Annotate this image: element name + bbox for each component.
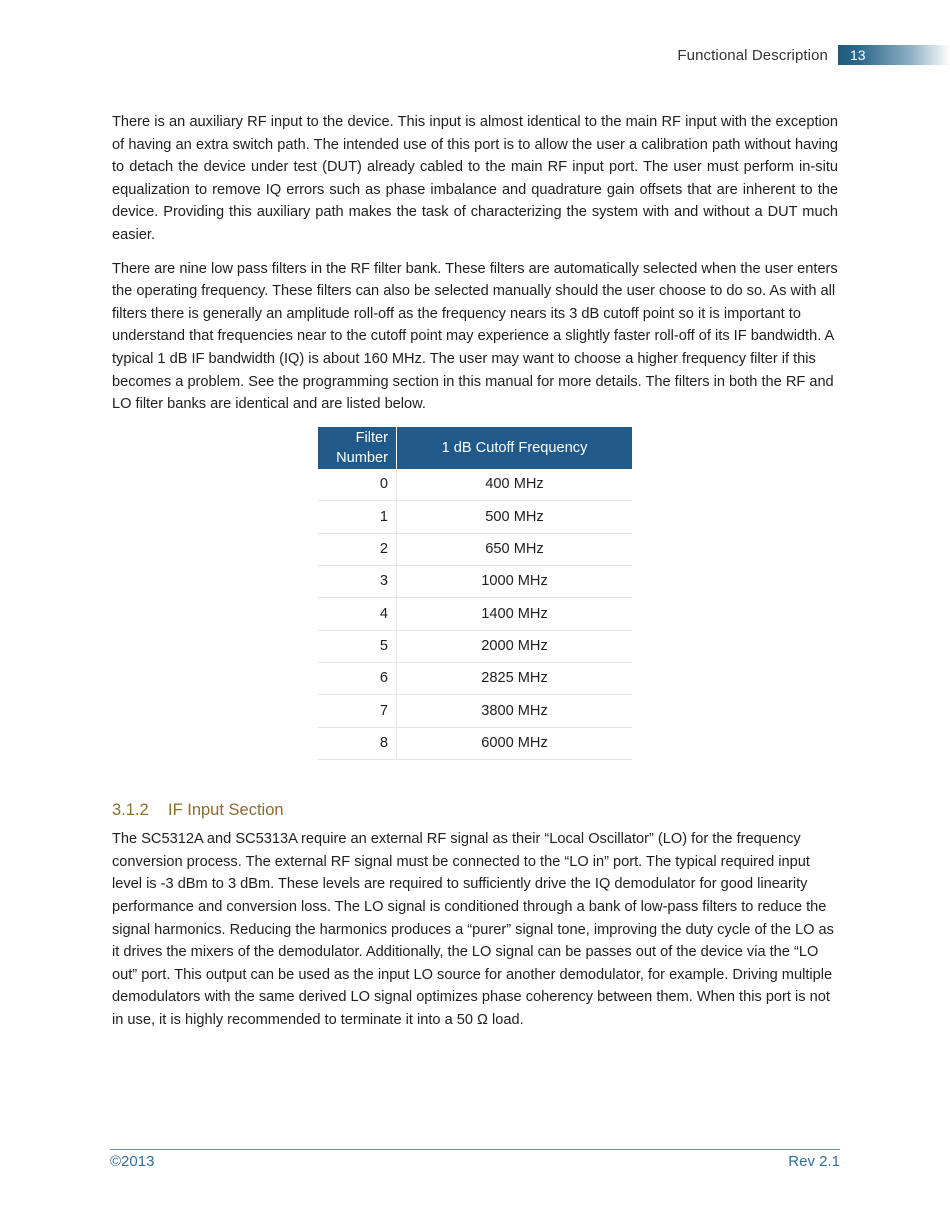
- section-heading: [112, 798, 838, 822]
- filter-number-cell: 0: [318, 469, 397, 501]
- cutoff-frequency-cell: 1000 MHz: [397, 565, 633, 597]
- cutoff-frequency-cell: 400 MHz: [397, 469, 633, 501]
- footer-revision: Rev 2.1: [788, 1153, 840, 1170]
- filter-number-cell: 1: [318, 501, 397, 533]
- page-number: 13: [850, 47, 866, 63]
- filter-number-cell: 4: [318, 598, 397, 630]
- paragraph-aux-rf-input: There is an auxiliary RF input to the device. This input is almost identical to the main RF input with the exception of having an extra switch path. The intended use of this port is to allow the user a calibration path without having to detach the device under test (DUT) already cabled to the main RF input port. The user must perform in-situ equalization to remove IQ errors such as phase imbalance and quadrature gain offsets that are inherent to the device. Providing this auxiliary path makes the task of characterizing the system with and without a DUT much easier.: [112, 114, 838, 243]
- cutoff-frequency-cell: 2825 MHz: [397, 663, 633, 695]
- footer-copyright: ©2013: [110, 1153, 155, 1170]
- table-row: [318, 501, 632, 533]
- cutoff-frequency-cell: 650 MHz: [397, 533, 633, 565]
- table-row: [318, 727, 632, 759]
- page-content: [112, 111, 838, 1043]
- cutoff-frequency-cell: 1400 MHz: [397, 598, 633, 630]
- table-row: [318, 598, 632, 630]
- cutoff-frequency-cell: 2000 MHz: [397, 630, 633, 662]
- filter-number-cell: 8: [318, 727, 397, 759]
- cutoff-frequency-cell: 3800 MHz: [397, 695, 633, 727]
- table-row: [318, 565, 632, 597]
- filter-number-cell: 2: [318, 533, 397, 565]
- filter-number-cell: 7: [318, 695, 397, 727]
- filter-table-header-row: [318, 427, 632, 469]
- section-title: IF Input Section: [168, 801, 284, 820]
- filter-number-cell: 6: [318, 663, 397, 695]
- cutoff-frequency-cell: 500 MHz: [397, 501, 633, 533]
- cutoff-frequency-header: 1 dB Cutoff Frequency: [397, 427, 633, 469]
- header-title: Functional Description: [677, 46, 828, 64]
- filter-number-cell: 3: [318, 565, 397, 597]
- table-row: [318, 630, 632, 662]
- table-row: [318, 469, 632, 501]
- filter-table: [318, 427, 632, 761]
- page-header: [677, 44, 950, 66]
- filter-number-header: Filter Number: [318, 427, 397, 469]
- table-row: [318, 533, 632, 565]
- page-number-bar: [838, 45, 950, 65]
- cutoff-frequency-cell: 6000 MHz: [397, 727, 633, 759]
- table-row: [318, 695, 632, 727]
- paragraph-if-input: The SC5312A and SC5313A require an external RF signal as their “Local Oscillator” (LO) for the frequency conversion process. The external RF signal must be connected to the “LO in” port. The typical required input level is -3 dBm to 3 dBm. These levels are required to sufficiently drive the IQ demodulator for good linearity performance and conversion loss. The LO signal is conditioned through a bank of low-pass filters to reduce the signal harmonics. Reducing the harmonics produces a “purer” signal tone, improving the duty cycle of the LO as it drives the mixers of the demodulator. Additionally, the LO signal can be passes out of the device via the “LO out” port. This output can be used as the input LO source for another demodulator, for example. Driving multiple demodulators with the same derived LO signal optimizes phase coherency between them. When this port is not in use, it is highly recommended to terminate it into a 50 Ω load.: [112, 831, 834, 1028]
- paragraph-filter-bank: There are nine low pass filters in the RF filter bank. These filters are automatically selected when the user enters the operating frequency. These filters can also be selected manually should the user choose to do so. As with all filters there is generally an amplitude roll-off as the frequency nears its 3 dB cutoff point so it is important to understand that frequencies near to the cutoff point may experience a slightly faster roll-off of its IF bandwidth. A typical 1 dB IF bandwidth (IQ) is about 160 MHz. The user may want to choose a higher frequency filter if this becomes a problem. See the programming section in this manual for more details. The filters in both the RF and LO filter banks are identical and are listed below.: [112, 260, 838, 413]
- page-footer: [110, 1149, 840, 1170]
- section-number: 3.1.2: [112, 801, 149, 820]
- filter-number-cell: 5: [318, 630, 397, 662]
- table-row: [318, 663, 632, 695]
